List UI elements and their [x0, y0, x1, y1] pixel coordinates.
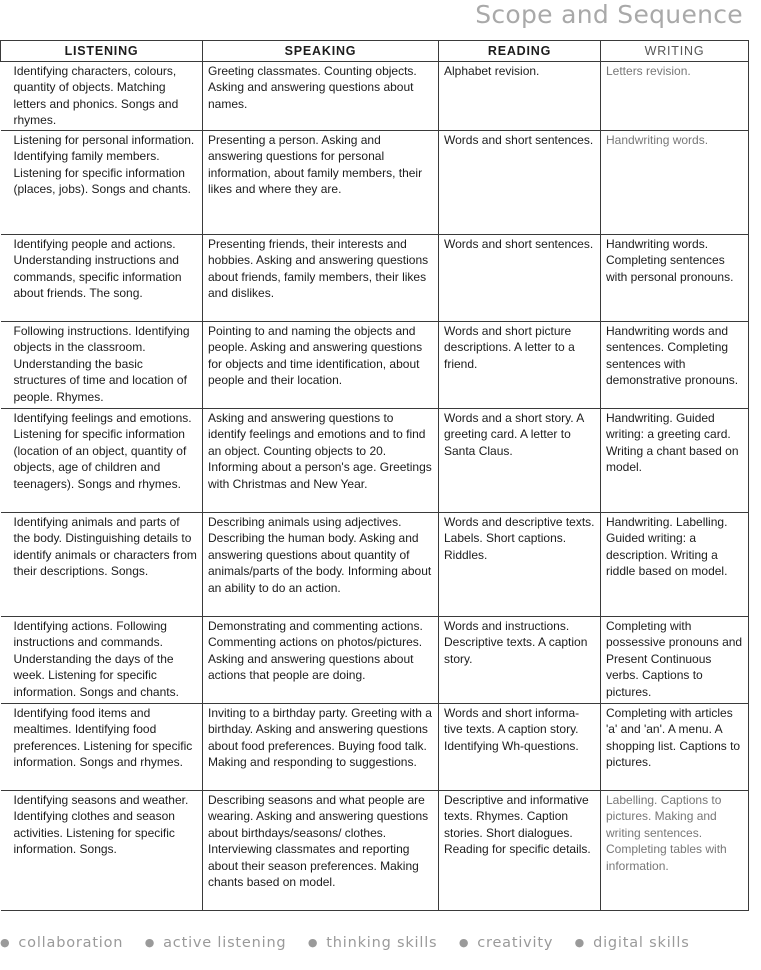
skill-label: active listening [163, 935, 287, 951]
reading-cell: Words and a short story. A greeting card. A letter to Santa Claus. [439, 409, 601, 513]
skill-item [459, 935, 553, 951]
column-header-speaking: SPEAKING [203, 41, 439, 62]
skill-item [145, 935, 287, 951]
listening-cell: Identifying animals and parts of the body. Distinguishing details to identify animals or characters from their descriptions. Songs. [1, 513, 203, 617]
reading-cell: Words and short informa-tive texts. A caption story. Identifying Wh-questions. [439, 704, 601, 791]
scope-sequence-table [0, 40, 749, 911]
table-row [1, 513, 749, 617]
speaking-cell: Describing animals using adjectives. Describing the human body. Asking and answering questions about quantity of animals/parts of the body. Informing about an ability to do an action. [203, 513, 439, 617]
writing-cell: Handwriting words. Completing sentences with personal pronouns. [601, 235, 749, 322]
listening-cell: Following instructions. Identifying objects in the classroom. Understanding the basic structures of time and location of people. Rhymes. [1, 322, 203, 409]
column-header-reading: READING [439, 41, 601, 62]
reading-cell: Words and instructions. Descriptive texts. A caption story. [439, 617, 601, 704]
skill-item [0, 935, 123, 951]
writing-cell: Completing with articles 'a' and 'an'. A menu. A shopping list. Captions to pictures. [601, 704, 749, 791]
listening-cell: Identifying food items and mealtimes. Identifying food preferences. Listening for specific information. Songs and rhymes. [1, 704, 203, 791]
skills-footer [0, 935, 761, 951]
reading-cell: Words and short sentences. [439, 235, 601, 322]
speaking-cell: Greeting classmates. Counting objects. Asking and answering questions about names. [203, 62, 439, 131]
skill-item [308, 935, 438, 951]
bullet-icon: ● [574, 936, 586, 949]
speaking-cell: Presenting a person. Asking and answering questions for personal information, about family members, their likes and where they are. [203, 131, 439, 235]
table-row [1, 704, 749, 791]
speaking-cell: Pointing to and naming the objects and people. Asking and answering questions for objects and time identification, about people and their location. [203, 322, 439, 409]
table-row [1, 322, 749, 409]
column-header-listening: LISTENING [1, 41, 203, 62]
listening-cell: Identifying people and actions. Understanding instructions and commands, specific information about friends. The song. [1, 235, 203, 322]
bullet-icon: ● [144, 936, 156, 949]
table-row [1, 409, 749, 513]
writing-cell: Letters revision. [601, 62, 749, 131]
skill-label: thinking skills [326, 935, 438, 951]
page-title: Scope and Sequence [475, 0, 743, 29]
speaking-cell: Asking and answering questions to identify feelings and emotions and to find an object. Counting objects to 20. Informing about a person's age. Greetings with Christmas and New Year. [203, 409, 439, 513]
table-row [1, 131, 749, 235]
writing-cell: Labelling. Captions to pictures. Making and writing sentences. Completing tables with information. [601, 791, 749, 911]
writing-cell: Handwriting. Guided writing: a greeting card. Writing a chant based on model. [601, 409, 749, 513]
reading-cell: Words and short sentences. [439, 131, 601, 235]
skill-item [575, 935, 690, 951]
table-row [1, 62, 749, 131]
column-header-writing: WRITING [601, 41, 749, 62]
reading-cell: Descriptive and informative texts. Rhymes. Caption stories. Short dialogues. Reading for specific details. [439, 791, 601, 911]
bullet-icon: ● [307, 936, 319, 949]
speaking-cell: Demonstrating and commenting actions. Commenting actions on photos/pictures. Asking and answering questions about actions that people are doing. [203, 617, 439, 704]
table-row [1, 617, 749, 704]
skill-label: collaboration [18, 935, 124, 951]
writing-cell: Handwriting words and sentences. Completing sentences with demonstrative pronouns. [601, 322, 749, 409]
skill-label: creativity [477, 935, 554, 951]
speaking-cell: Inviting to a birthday party. Greeting with a birthday. Asking and answering questions about food preferences. Buying food talk. Making and responding to suggestions. [203, 704, 439, 791]
listening-cell: Identifying actions. Following instructions and commands. Understanding the days of the week. Listening for specific information. Songs and chants. [1, 617, 203, 704]
listening-cell: Listening for personal information. Identifying family members. Listening for specific information (places, jobs). Songs and chants. [1, 131, 203, 235]
reading-cell: Words and short picture descriptions. A letter to a friend. [439, 322, 601, 409]
skill-label: digital skills [593, 935, 690, 951]
writing-cell: Completing with possessive pronouns and Present Continuous verbs. Captions to pictures. [601, 617, 749, 704]
reading-cell: Alphabet revision. [439, 62, 601, 131]
listening-cell: Identifying seasons and weather. Identifying clothes and season activities. Listening for specific information. Songs. [1, 791, 203, 911]
table-row [1, 235, 749, 322]
speaking-cell: Presenting friends, their interests and hobbies. Asking and answering questions about friends, family members, their likes and dislikes. [203, 235, 439, 322]
table-header-row [1, 41, 749, 62]
bullet-icon: ● [458, 936, 470, 949]
writing-cell: Handwriting. Labelling. Guided writing: a description. Writing a riddle based on model. [601, 513, 749, 617]
reading-cell: Words and descriptive texts. Labels. Short captions. Riddles. [439, 513, 601, 617]
speaking-cell: Describing seasons and what people are wearing. Asking and answering questions about birthdays/seasons/ clothes. Interviewing classmates and reporting about their season preferences. Making chants based on model. [203, 791, 439, 911]
bullet-icon: ● [0, 936, 11, 949]
listening-cell: Identifying feelings and emotions. Listening for specific information (location of an object, quantity of objects, age of children and teenagers). Songs and rhymes. [1, 409, 203, 513]
listening-cell: Identifying characters, colours, quantity of objects. Matching letters and phonics. Songs and rhymes. [1, 62, 203, 131]
table-row [1, 791, 749, 911]
writing-cell: Handwriting words. [601, 131, 749, 235]
